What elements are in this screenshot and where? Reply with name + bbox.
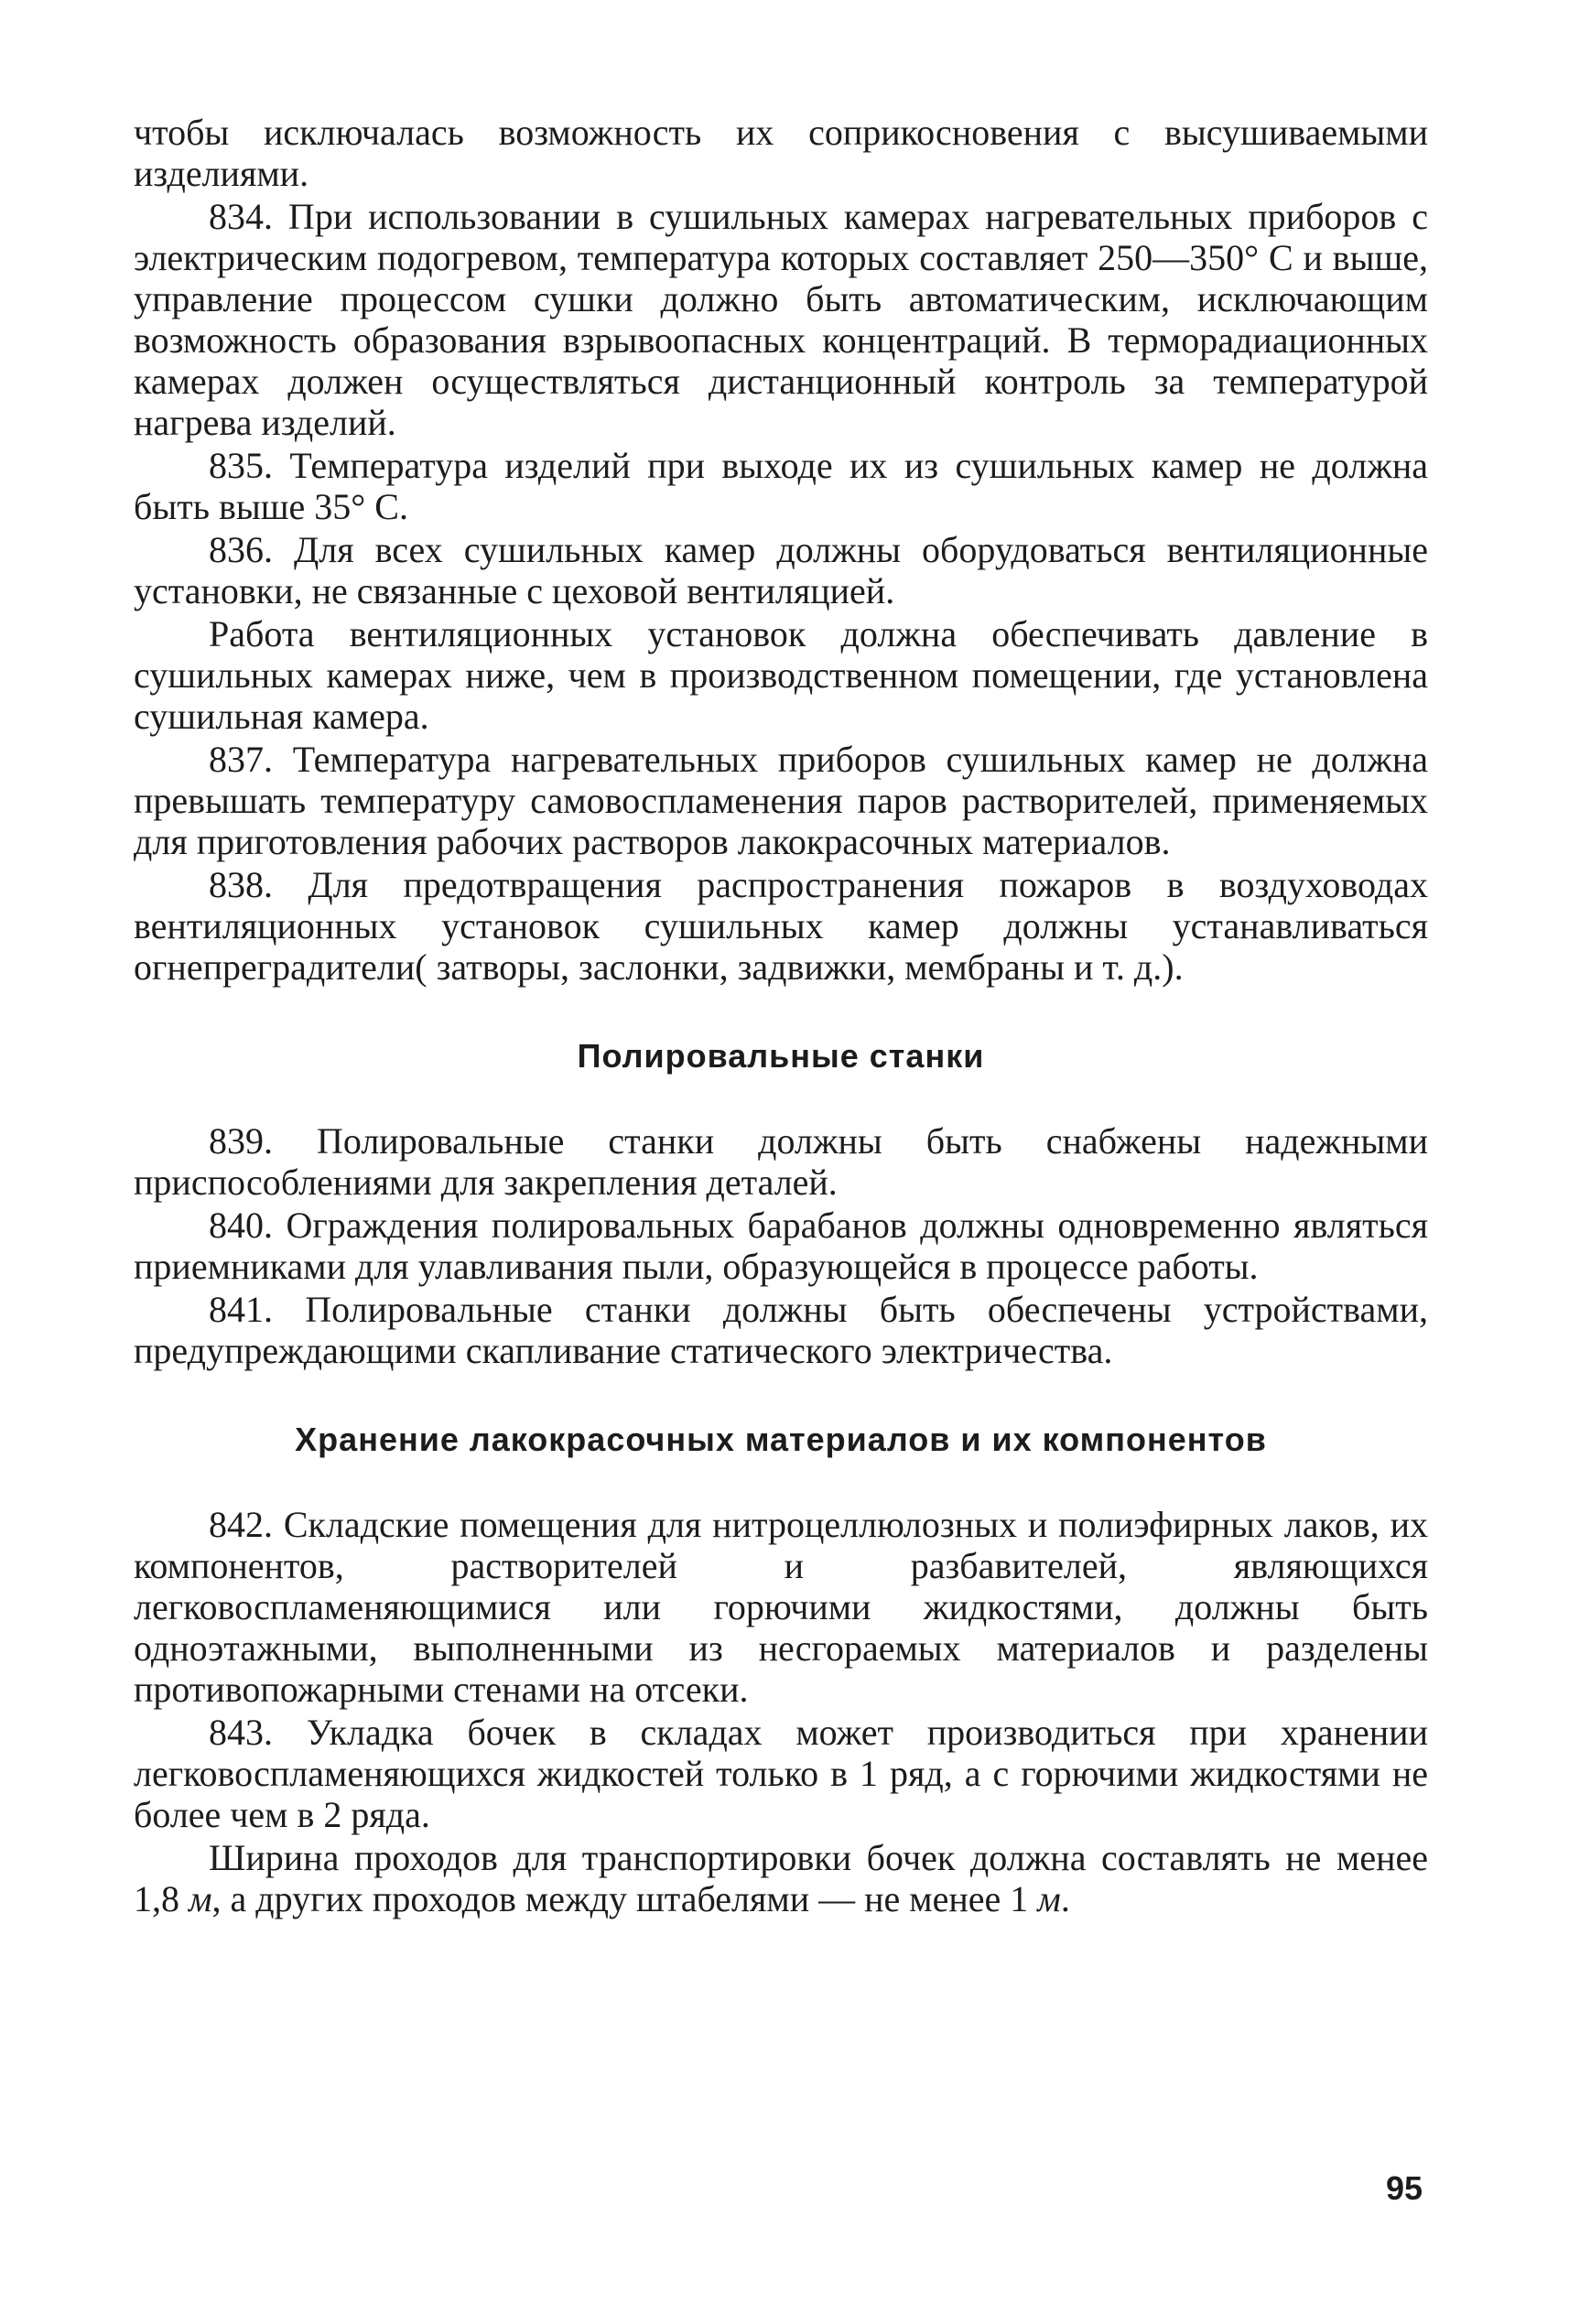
paragraph-835: 835. Температура изделий при выходе их из сушильных камер не должна быть выше 35° С.	[134, 445, 1428, 527]
paragraph-843: 843. Укладка бочек в складах может производиться при хранении легковоспламеняющихся жидкостей только в 1 ряд, а с горючими жидкостями не более чем в 2 ряда.	[134, 1712, 1428, 1835]
paragraph-843-cont	[134, 1837, 1428, 1919]
section-heading-storage: Хранение лакокрасочных материалов и их компонентов	[295, 1421, 1267, 1458]
paragraph-continuation: чтобы исключалась возможность их соприкосновения с высушиваемыми изделиями.	[134, 112, 1428, 194]
paragraph-836-cont: Работа вентиляционных установок должна обеспечивать давление в сушильных камерах ниже, чем в производственном помещении, где установлена сушильная камера.	[134, 613, 1428, 737]
unit-meter: м	[1037, 1878, 1061, 1919]
unit-meter: м	[189, 1878, 212, 1919]
text-part: Ширина проходов для транспортировки бочек должна составлять не менее 1,8	[134, 1837, 1428, 1919]
paragraph-842: 842. Складские помещения для нитроцеллюлозных и полиэфирных лаков, их компонентов, растворителей и разбавителей, являющихся легковоспламеняющимися или горючими жидкостями, должны быть одноэтажными, выполненными из несгораемых материалов и разделены противопожарными стенами на отсеки.	[134, 1504, 1428, 1710]
text-part: , а других проходов между штабелями — не менее 1	[211, 1878, 1038, 1919]
text-part: .	[1060, 1878, 1070, 1919]
page-body	[134, 112, 1428, 1921]
section-heading-polishing-machines: Полировальные станки	[577, 1037, 985, 1075]
paragraph-834: 834. При использовании в сушильных камерах нагревательных приборов с электрическим подогревом, температура которых составляет 250—350° С и выше, управление процессом сушки должно быть автоматическим, исключающим возможность образования взрывоопасных концентраций. В терморадиационных камерах должен осуществляться дистанционный контроль за температурой нагрева изделий.	[134, 196, 1428, 443]
paragraph-839: 839. Полировальные станки должны быть снабжены надежными приспособлениями для закрепления деталей.	[134, 1120, 1428, 1203]
paragraph-836: 836. Для всех сушильных камер должны оборудоваться вентиляционные установки, не связанные с цеховой вентиляцией.	[134, 529, 1428, 611]
paragraph-838: 838. Для предотвращения распространения пожаров в воздуховодах вентиляционных установок сушильных камер должны устанавливаться огнепреградители( затворы, заслонки, задвижки, мембраны и т. д.).	[134, 864, 1428, 988]
page-number: 95	[1386, 2169, 1423, 2207]
paragraph-837: 837. Температура нагревательных приборов сушильных камер не должна превышать температуру самовоспламенения паров растворителей, применяемых для приготовления рабочих растворов лакокрасочных материалов.	[134, 739, 1428, 862]
paragraph-840: 840. Ограждения полировальных барабанов должны одновременно являться приемниками для улавливания пыли, образующейся в процессе работы.	[134, 1205, 1428, 1287]
paragraph-841: 841. Полировальные станки должны быть обеспечены устройствами, предупреждающими скапливание статического электричества.	[134, 1289, 1428, 1371]
